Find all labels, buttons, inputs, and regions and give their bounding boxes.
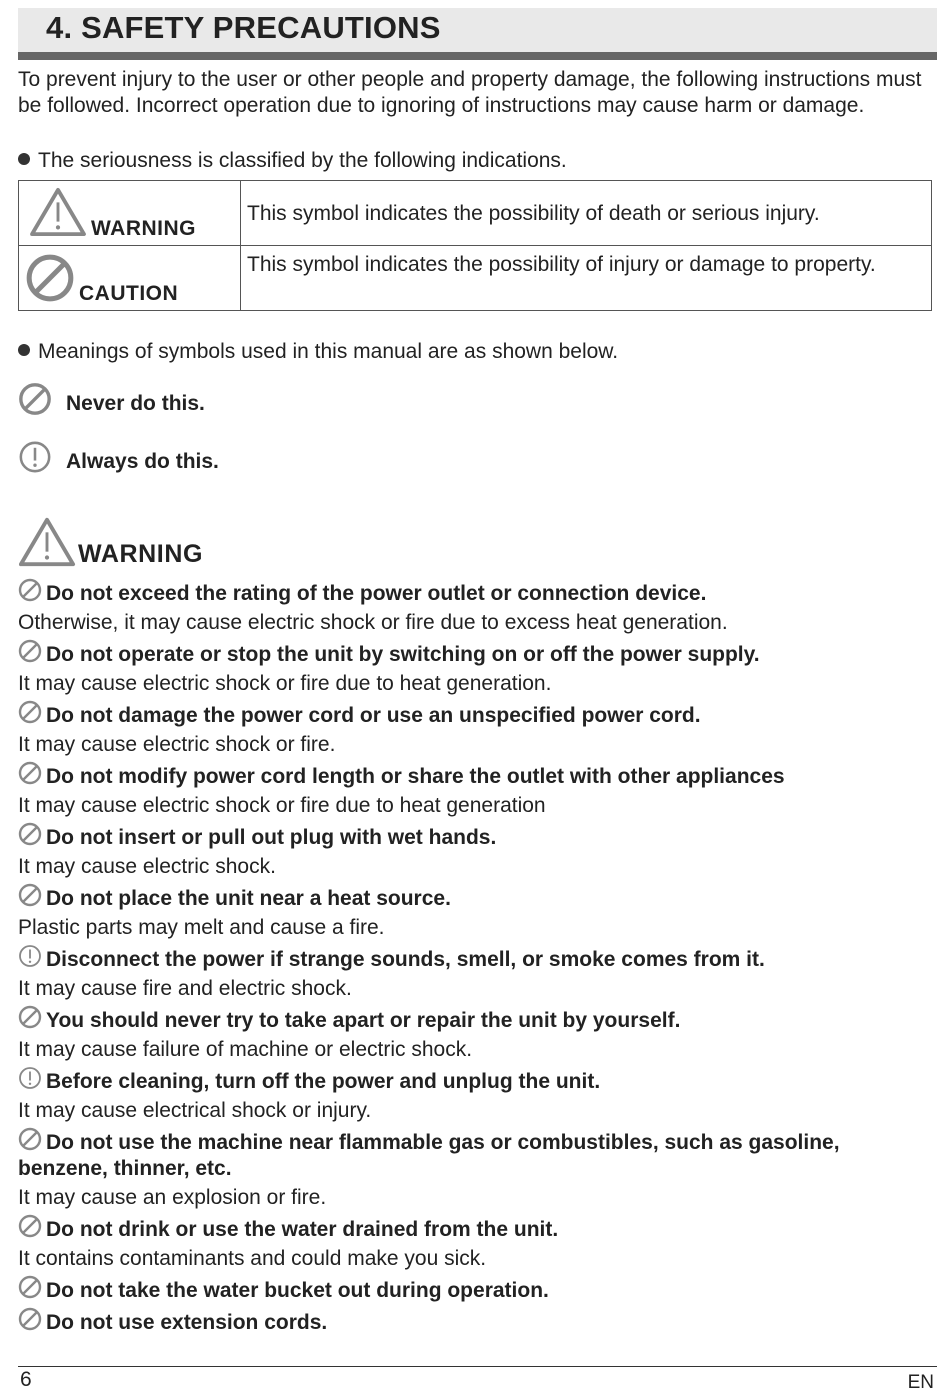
warning-list (18, 578, 933, 1339)
warning-item-title (18, 761, 933, 790)
legend-always-text: Always do this. (66, 450, 219, 473)
list-item (18, 1214, 933, 1272)
page-number: 6 (20, 1368, 32, 1391)
prohibited-icon (18, 382, 52, 416)
warning-item-title (18, 1275, 933, 1304)
warning-item-description: Plastic parts may melt and cause a fire. (18, 916, 385, 939)
list-item (18, 883, 933, 941)
list-item (18, 1066, 933, 1124)
list-item (18, 1127, 933, 1211)
symbols-note (18, 339, 618, 365)
warning-triangle-icon (29, 187, 87, 237)
warning-item-title (18, 700, 933, 729)
warning-item-title (18, 1307, 933, 1336)
warning-item-title-text: Do not place the unit near a heat source. (46, 887, 451, 910)
classification-table (18, 180, 932, 311)
warning-item-description: It may cause electric shock or fire. (18, 733, 336, 756)
mandatory-icon (18, 440, 52, 474)
classification-row-warning (19, 181, 932, 246)
warning-triangle-icon (18, 516, 76, 568)
list-item (18, 700, 933, 758)
list-item (18, 822, 933, 880)
prohibited-icon (18, 1127, 42, 1151)
seriousness-note (18, 148, 567, 174)
classification-symbol-cell (19, 181, 241, 246)
mandatory-icon (18, 1066, 42, 1090)
warning-item-description: It may cause an explosion or fire. (18, 1186, 327, 1209)
list-item (18, 1005, 933, 1063)
prohibited-icon (18, 1307, 42, 1331)
warning-item-title-text: Do not damage the power cord or use an unspecified power cord. (46, 704, 701, 727)
list-item (18, 578, 933, 636)
warning-item-title (18, 639, 933, 668)
prohibited-icon (18, 1275, 42, 1299)
warning-item-title (18, 1127, 933, 1182)
warning-item-title-text: Do not use the machine near flammable gas or combustibles, such as gasoline, benzene, thinner, etc. (18, 1131, 840, 1180)
warning-item-title-text: Do not modify power cord length or share the outlet with other appliances (46, 765, 785, 788)
prohibited-icon (18, 639, 42, 663)
warning-item-description: It may cause electric shock or fire due to heat generation. (18, 672, 552, 695)
warning-item-title-text: You should never try to take apart or repair the unit by yourself. (46, 1009, 681, 1032)
warning-item-title (18, 1005, 933, 1034)
warning-item-description: It may cause electrical shock or injury. (18, 1099, 372, 1122)
warning-item-title (18, 1214, 933, 1243)
list-item (18, 639, 933, 697)
prohibited-icon (25, 253, 75, 303)
warning-item-description: It contains contaminants and could make you sick. (18, 1247, 487, 1270)
list-item (18, 761, 933, 819)
warning-item-title-text: Before cleaning, turn off the power and unplug the unit. (46, 1070, 601, 1093)
warning-item-title (18, 578, 933, 607)
warning-item-description: It may cause electric shock or fire due to heat generation (18, 794, 546, 817)
warning-item-title-text: Do not use extension cords. (46, 1311, 328, 1334)
warning-heading-text: WARNING (78, 540, 204, 568)
seriousness-note-text: The seriousness is classified by the following indications. (38, 149, 567, 172)
warning-item-title-text: Do not take the water bucket out during operation. (46, 1279, 549, 1302)
symbols-note-text: Meanings of symbols used in this manual are as shown below. (38, 340, 619, 363)
warning-item-title-text: Disconnect the power if strange sounds, smell, or smoke comes from it. (46, 948, 765, 971)
classification-row-caution (19, 246, 932, 311)
language-code: EN (907, 1372, 934, 1393)
warning-item-title (18, 822, 933, 851)
bullet-icon (18, 153, 30, 165)
mandatory-icon (18, 944, 42, 968)
warning-item-title-text: Do not drink or use the water drained from the unit. (46, 1218, 559, 1241)
warning-item-title-text: Do not operate or stop the unit by switching on or off the power supply. (46, 643, 760, 666)
prohibited-icon (18, 883, 42, 907)
warning-section-heading (18, 516, 318, 572)
caution-description: This symbol indicates the possibility of injury or damage to property. (241, 246, 932, 311)
caution-label: CAUTION (79, 282, 179, 305)
footer-rule (18, 1366, 937, 1367)
page-title: 4. SAFETY PRECAUTIONS (46, 10, 441, 45)
warning-item-title-text: Do not insert or pull out plug with wet hands. (46, 826, 497, 849)
list-item (18, 1275, 933, 1304)
prohibited-icon (18, 761, 42, 785)
prohibited-icon (18, 1214, 42, 1238)
list-item (18, 944, 933, 1002)
warning-item-description: It may cause failure of machine or electric shock. (18, 1038, 473, 1061)
prohibited-icon (18, 578, 42, 602)
intro-paragraph: To prevent injury to the user or other people and property damage, the following instructions must be followed. Incorrect operation due to ignoring of instructions may cause harm or damage. (18, 68, 922, 117)
warning-item-description: Otherwise, it may cause electric shock or fire due to excess heat generation. (18, 611, 728, 634)
classification-symbol-cell (19, 246, 241, 311)
warning-label: WARNING (91, 217, 196, 240)
legend-never-text: Never do this. (66, 392, 205, 415)
warning-item-title (18, 1066, 933, 1095)
header-rule (18, 52, 937, 60)
list-item (18, 1307, 933, 1336)
prohibited-icon (18, 822, 42, 846)
warning-item-title (18, 883, 933, 912)
warning-item-title-text: Do not exceed the rating of the power outlet or connection device. (46, 582, 707, 605)
warning-item-description: It may cause fire and electric shock. (18, 977, 352, 1000)
warning-description: This symbol indicates the possibility of death or serious injury. (241, 181, 932, 246)
prohibited-icon (18, 700, 42, 724)
prohibited-icon (18, 1005, 42, 1029)
warning-item-description: It may cause electric shock. (18, 855, 276, 878)
warning-item-title (18, 944, 933, 973)
bullet-icon (18, 344, 30, 356)
